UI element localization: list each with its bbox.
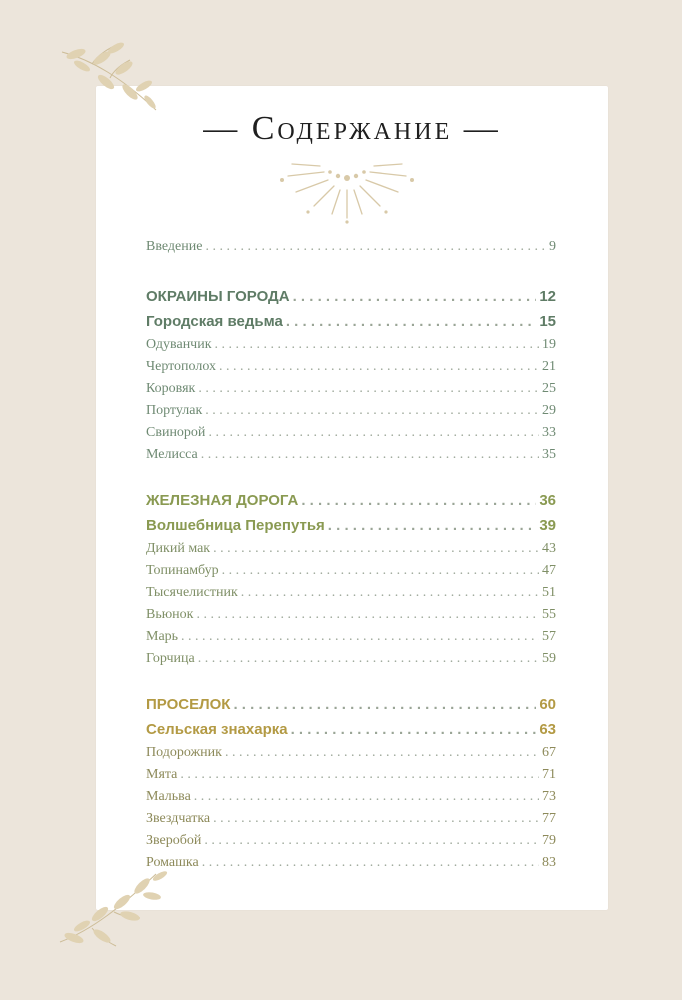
toc-entry-label: Одуванчик [146,337,212,352]
toc-entry[interactable] [146,626,556,648]
leader-dots [233,692,536,718]
leader-dots [328,514,537,538]
toc-entry-label: Зверобой [146,833,202,848]
leader-dots [180,764,539,786]
toc-entry-label: Коровяк [146,381,196,396]
toc-entry-page: 47 [542,563,556,578]
toc-entry-label: Подорожник [146,745,222,760]
toc-entry[interactable] [146,830,556,852]
page-title: — Содержание — [203,110,501,147]
toc-entry[interactable] [146,378,556,400]
toc-subsection-label: Волшебница Перепутья [146,517,325,534]
toc-entry-page: 57 [542,629,556,644]
toc-entry-page: 43 [542,541,556,556]
toc-subsection[interactable] [146,718,556,742]
toc-section-label: ЖЕЛЕЗНАЯ ДОРОГА [146,492,299,509]
leader-dots [205,236,546,258]
toc-entry-page: 25 [542,381,556,396]
toc-subsection-page: 15 [539,313,556,330]
toc-entry[interactable] [146,648,556,670]
toc-entry-page: 59 [542,651,556,666]
leader-dots [215,334,539,356]
toc-entry-label: Мята [146,767,178,782]
leader-dots [202,852,539,874]
toc-entry-intro[interactable] [146,236,556,258]
toc-entry-label: Мальва [146,789,191,804]
leader-dots [213,538,539,560]
toc-entry[interactable] [146,808,556,830]
sunburst-ornament-icon [268,160,426,224]
toc-entry[interactable] [146,356,556,378]
leader-dots [219,356,539,378]
toc-entry-page: 33 [542,425,556,440]
leader-dots [286,310,536,334]
leader-dots [205,400,539,422]
toc-section-label: ПРОСЕЛОК [146,696,231,713]
toc-entry[interactable] [146,560,556,582]
leader-dots [196,604,539,626]
toc-subsection-page: 63 [539,721,556,738]
toc-entry-label: Тысячелистник [146,585,238,600]
toc-entry[interactable] [146,604,556,626]
toc-entry-label: Топинамбур [146,563,219,578]
toc-entry-label: Портулак [146,403,203,418]
toc-entry-page: 19 [542,337,556,352]
leader-dots [301,488,536,514]
toc-entry-page: 55 [542,607,556,622]
toc-entry-page: 29 [542,403,556,418]
toc-section-page: 60 [539,696,556,713]
toc-entry-page: 83 [542,855,556,870]
toc-subsection-page: 39 [539,517,556,534]
toc-entry[interactable] [146,852,556,874]
toc-entry[interactable] [146,422,556,444]
toc-entry[interactable] [146,742,556,764]
leader-dots [225,742,539,764]
toc-entry[interactable] [146,444,556,466]
leader-dots [208,422,539,444]
leader-dots [181,626,539,648]
toc-entry[interactable] [146,786,556,808]
toc-entry-label: Марь [146,629,179,644]
toc-section-page: 36 [539,492,556,509]
toc-group [146,488,556,670]
toc-entry-page: 9 [549,239,556,254]
toc-entry-page: 79 [542,833,556,848]
toc-entry-label: Горчица [146,651,195,666]
toc-entry-page: 67 [542,745,556,760]
toc-entry-label: Мелисса [146,447,198,462]
toc-entry[interactable] [146,400,556,422]
toc-entry-label: Чертополох [146,359,217,374]
toc-subsection[interactable] [146,310,556,334]
toc-entry-label: Свинорой [146,425,206,440]
leader-dots [241,582,539,604]
toc-subsection[interactable] [146,514,556,538]
toc-section[interactable] [146,284,556,310]
leader-dots [198,648,539,670]
leader-dots [198,378,539,400]
toc-section-label: ОКРАИНЫ ГОРОДА [146,288,290,305]
leader-dots [222,560,539,582]
toc-entry-page: 35 [542,447,556,462]
toc-group [146,284,556,466]
toc-section[interactable] [146,692,556,718]
toc-entry-label: Дикий мак [146,541,211,556]
toc-entry-page: 73 [542,789,556,804]
leader-dots [201,444,539,466]
toc-entry-label: Звездчатка [146,811,211,826]
toc-entry[interactable] [146,764,556,786]
toc-entry[interactable] [146,538,556,560]
table-of-contents [146,236,556,874]
leader-dots [213,808,539,830]
toc-entry-page: 21 [542,359,556,374]
leaf-sprig-icon [52,866,172,950]
toc-subsection-label: Городская ведьма [146,313,283,330]
leaf-sprig-icon [52,38,172,118]
leader-dots [194,786,539,808]
toc-entry[interactable] [146,582,556,604]
toc-entry-label: Ромашка [146,855,199,870]
toc-entry-page: 77 [542,811,556,826]
leader-dots [204,830,539,852]
toc-entry-label: Введение [146,239,203,254]
toc-entry-page: 51 [542,585,556,600]
toc-entry-page: 71 [542,767,556,782]
toc-section[interactable] [146,488,556,514]
toc-subsection-label: Сельская знахарка [146,721,288,738]
toc-section-page: 12 [539,288,556,305]
leader-dots [293,284,537,310]
toc-group [146,692,556,874]
toc-entry[interactable] [146,334,556,356]
leader-dots [291,718,537,742]
toc-entry-label: Вьюнок [146,607,194,622]
